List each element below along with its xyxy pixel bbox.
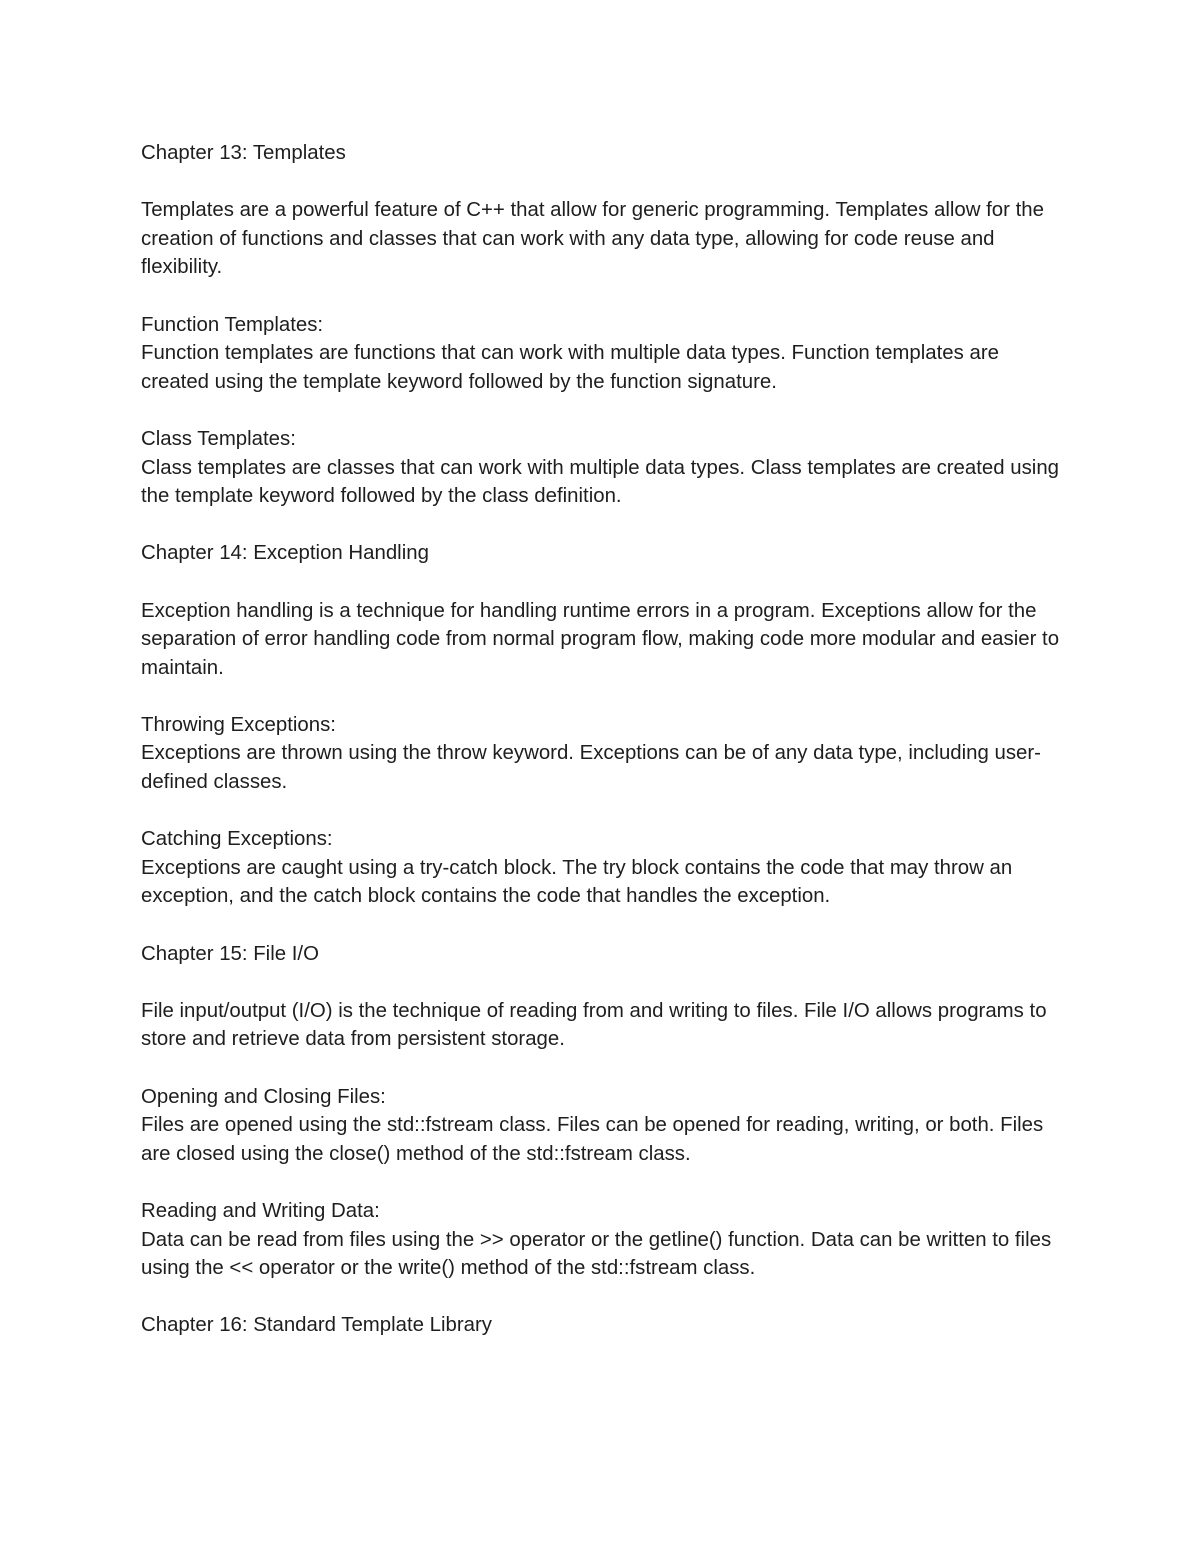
spacer [141, 396, 1066, 425]
class-templates-body: Class templates are classes that can work with multiple data types. Class templates are created using the template keyword followed by the class definition. [141, 456, 1059, 508]
spacer [141, 797, 1066, 826]
reading-writing-data-body: Data can be read from files using the >> operator or the getline() function. Data can be written to files using the << operator or the write() method of the std::fstream class. [141, 1228, 1052, 1280]
function-templates-body: Function templates are functions that can work with multiple data types. Function templates are created using the template keyword followed by the function signature. [141, 342, 999, 393]
opening-closing-files-heading: Opening and Closing Files: [141, 1085, 386, 1108]
opening-closing-files-body: Files are opened using the std::fstream class. Files can be opened for reading, writing, or both. Files are closed using the close() method of the std::fstream class. [141, 1114, 1044, 1165]
chapter-13-intro: Templates are a powerful feature of C++ that allow for generic programming. Templates allow for the creation of functions and classes that can work with any data type, allowing for code reuse and flexibility. [141, 199, 1044, 279]
spacer [141, 568, 1066, 597]
class-templates-heading: Class Templates: [141, 427, 296, 450]
chapter-16-heading: Chapter 16: Standard Template Library [141, 1314, 493, 1337]
spacer [141, 1283, 1066, 1312]
function-templates-heading: Function Templates: [141, 313, 324, 336]
chapter-14-heading: Chapter 14: Exception Handling [141, 542, 429, 565]
throwing-exceptions-heading: Throwing Exceptions: [141, 713, 336, 736]
spacer [141, 968, 1066, 997]
spacer [141, 911, 1066, 940]
document-page [141, 139, 1066, 1340]
spacer [141, 1168, 1066, 1197]
reading-writing-data-heading: Reading and Writing Data: [141, 1199, 380, 1222]
throwing-exceptions-body: Exceptions are thrown using the throw keyword. Exceptions can be of any data type, including user-defined classes. [141, 742, 1041, 794]
chapter-14-intro: Exception handling is a technique for handling runtime errors in a program. Exceptions allow for the separation of error handling code from normal program flow, making code more modular and easier to maintain. [141, 599, 1060, 679]
catching-exceptions-body: Exceptions are caught using a try-catch block. The try block contains the code that may throw an exception, and the catch block contains the code that handles the exception. [141, 856, 1013, 908]
catching-exceptions-heading: Catching Exceptions: [141, 828, 333, 851]
chapter-15-intro: File input/output (I/O) is the technique of reading from and writing to files. File I/O allows programs to store and retrieve data from persistent storage. [141, 999, 1047, 1051]
spacer [141, 282, 1066, 311]
spacer [141, 682, 1066, 711]
spacer [141, 511, 1066, 540]
chapter-13-heading: Chapter 13: Templates [141, 142, 346, 164]
spacer [141, 168, 1066, 197]
chapter-15-heading: Chapter 15: File I/O [141, 942, 319, 965]
spacer [141, 1054, 1066, 1083]
